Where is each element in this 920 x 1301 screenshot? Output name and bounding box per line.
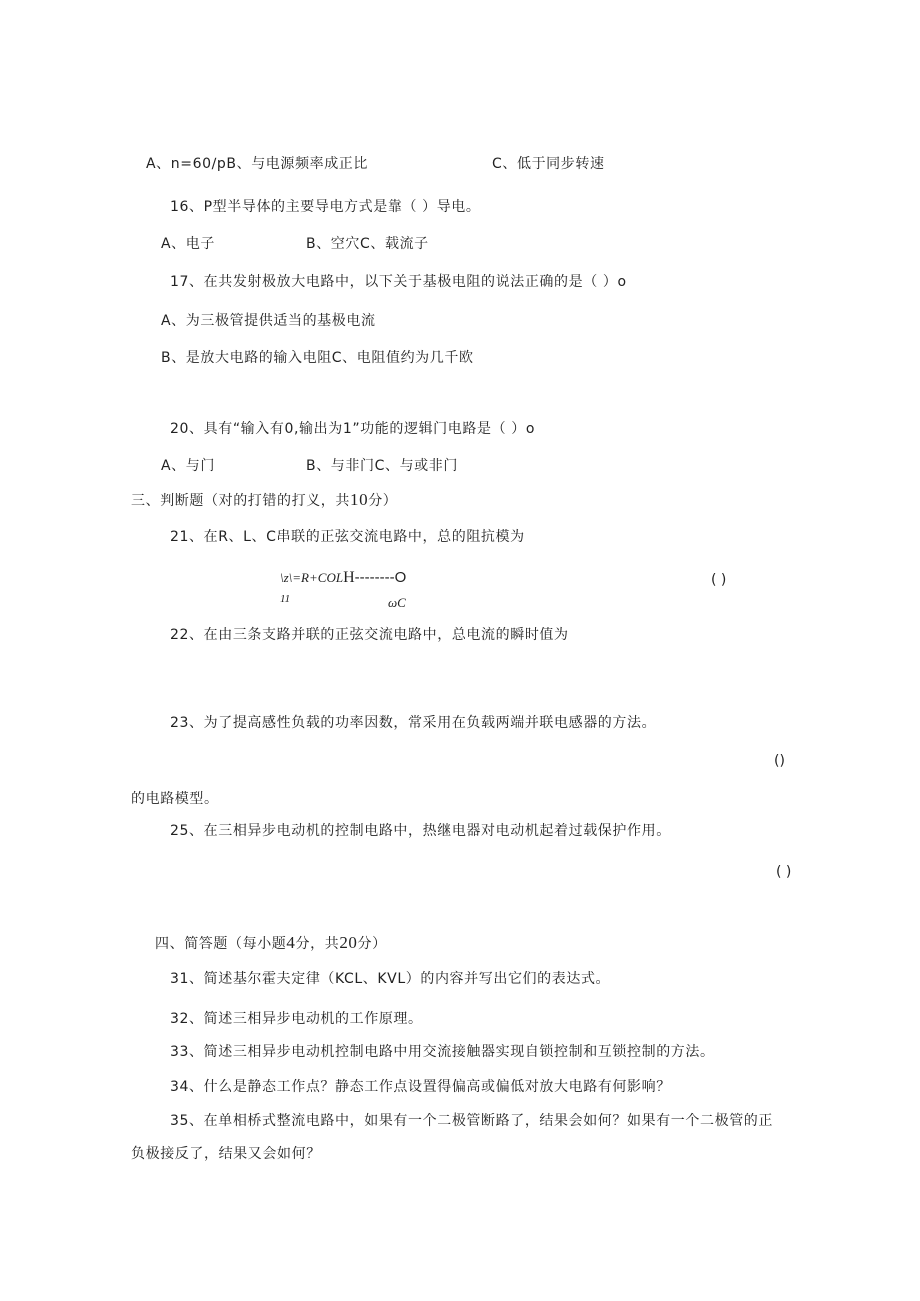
q16-option-a: A、电子 [161, 236, 215, 252]
q17-stem: 17、在共发射极放大电路中，以下关于基极电阻的说法正确的是（ ）o [170, 274, 627, 290]
q21-formula [280, 569, 406, 587]
section-3-score: 10 [350, 490, 369, 509]
q35-line-1: 35、在单相桥式整流电路中，如果有一个二极管断路了，结果会如何？如果有一个二极管的正 [170, 1113, 774, 1129]
q16-stem: 16、P型半导体的主要导电方式是靠（ ）导电。 [170, 199, 481, 215]
q25-answer-bracket: ( ) [776, 864, 792, 880]
q21-formula-subscript: 11 [280, 593, 291, 605]
q17-option-bc: B、是放大电路的输入电阻C、电阻值约为几千欧 [161, 350, 474, 366]
q32: 32、简述三相异步电动机的工作原理。 [170, 1011, 423, 1027]
q23-answer-bracket: () [774, 753, 785, 769]
q25-stem: 25、在三相异步电动机的控制电路中，热继电器对电动机起着过载保护作用。 [170, 823, 671, 839]
q24-tail: 的电路模型。 [131, 791, 219, 807]
q15-option-a: A、n=60∕pB、与电源频率成正比 [146, 156, 369, 172]
q21-stem: 21、在R、L、C串联的正弦交流电路中，总的阻抗模为 [170, 529, 525, 545]
q15-option-c: C、低于同步转速 [492, 156, 605, 172]
section-4-per-item: 4 [286, 933, 296, 952]
q21-answer-bracket: ( ) [711, 572, 727, 588]
section-4-heading: 四、简答题（每小题4分，共20分） [155, 933, 387, 952]
q21-formula-denominator: ωC [388, 595, 406, 610]
q33: 33、简述三相异步电动机控制电路中用交流接触器实现自锁控制和互锁控制的方法。 [170, 1044, 715, 1060]
q35-line-2: 负极接反了，结果又会如何？ [131, 1146, 321, 1162]
q31: 31、简述基尔霍夫定律（KCL、KVL）的内容并写出它们的表达式。 [170, 971, 611, 987]
section-3-heading: 三、判断题（对的打错的打义，共10分） [131, 490, 398, 509]
q20-stem: 20、具有“输入有0,输出为1”功能的逻辑门电路是（ ）o [170, 421, 535, 437]
q20-option-a: A、与门 [161, 458, 215, 474]
q21-formula-left: \z\=R+COL [280, 570, 344, 585]
section-4-total: 20 [339, 933, 358, 952]
q21-formula-h: H [343, 569, 355, 586]
q20-option-bc: B、与非门C、与或非门 [306, 458, 458, 474]
q21-formula-dashes: --------O [354, 569, 407, 586]
q16-option-bc: B、空穴C、载流子 [306, 236, 429, 252]
q23-stem: 23、为了提高感性负载的功率因数，常采用在负载两端并联电感器的方法。 [170, 715, 657, 731]
q17-option-a: A、为三极管提供适当的基极电流 [161, 313, 376, 329]
q34: 34、什么是静态工作点？静态工作点设置得偏高或偏低对放大电路有何影响？ [170, 1079, 671, 1095]
q22-stem: 22、在由三条支路并联的正弦交流电路中，总电流的瞬时值为 [170, 627, 569, 643]
